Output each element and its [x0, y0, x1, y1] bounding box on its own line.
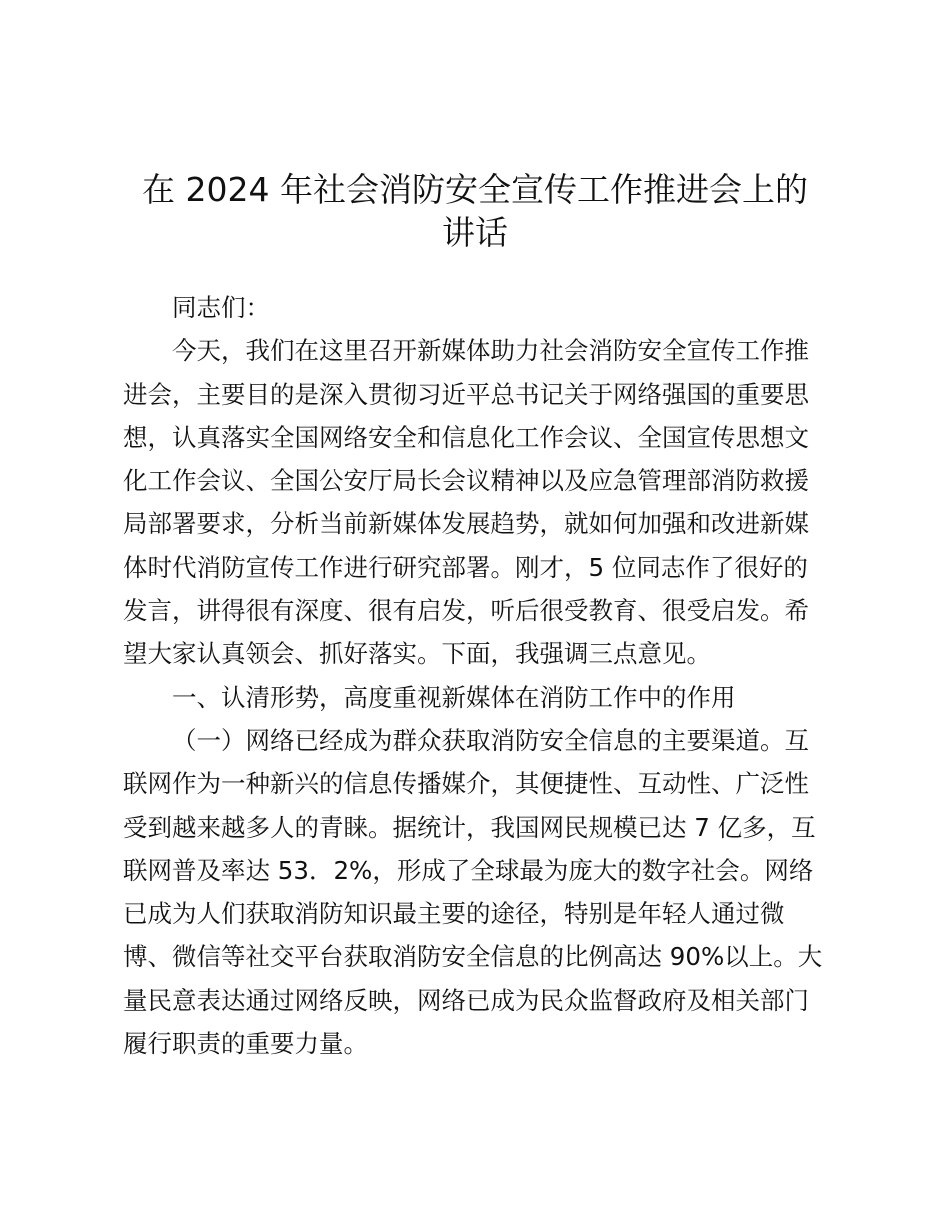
paragraph-line: 望大家认真领会、抓好落实。下面，我强调三点意见。	[123, 639, 711, 669]
paragraph-line: 化工作会议、全国公安厅局长会议精神以及应急管理部消防救援	[123, 466, 809, 496]
paragraph-line: 发言，讲得很有深度、很有启发，听后很受教育、很受启发。希	[123, 596, 809, 626]
paragraph-line: 已成为人们获取消防知识最主要的途径，特别是年轻人通过微	[123, 899, 785, 929]
paragraph-line: 局部署要求，分析当前新媒体发展趋势，就如何加强和改进新媒	[123, 509, 809, 539]
paragraph-line: 进会，主要目的是深入贯彻习近平总书记关于网络强国的重要思	[123, 379, 809, 409]
document-body	[123, 286, 833, 1065]
paragraph-line: 体时代消防宣传工作进行研究部署。刚才，5 位同志作了很好的	[123, 552, 808, 582]
section-heading: 一、认清形势，高度重视新媒体在消防工作中的作用	[172, 682, 736, 712]
paragraph-line: 量民意表达通过网络反映，网络已成为民众监督政府及相关部门	[123, 985, 809, 1015]
document-title	[120, 168, 830, 255]
paragraph-line: 今天，我们在这里召开新媒体助力社会消防安全宣传工作推	[172, 336, 809, 366]
paragraph-line: 联网作为一种新兴的信息传播媒介，其便捷性、互动性、广泛性	[123, 769, 809, 799]
paragraph-line: 博、微信等社交平台获取消防安全信息的比例高达 90%以上。大	[123, 942, 823, 972]
paragraph-line: 联网普及率达 53．2%，形成了全球最为庞大的数字社会。网络	[123, 855, 814, 885]
paragraph-line: （一）网络已经成为群众获取消防安全信息的主要渠道。互	[172, 725, 809, 755]
salutation: 同志们：	[172, 293, 270, 322]
paragraph-line: 履行职责的重要力量。	[123, 1029, 368, 1059]
paragraph-line: 想，认真落实全国网络安全和信息化工作会议、全国宣传思想文	[123, 422, 809, 452]
title-line: 讲话	[442, 213, 508, 253]
title-line: 在 2024 年社会消防安全宣传工作推进会上的	[142, 170, 808, 209]
paragraph-line: 受到越来越多人的青睐。据统计，我国网民规模已达 7 亿多，互	[123, 812, 816, 842]
